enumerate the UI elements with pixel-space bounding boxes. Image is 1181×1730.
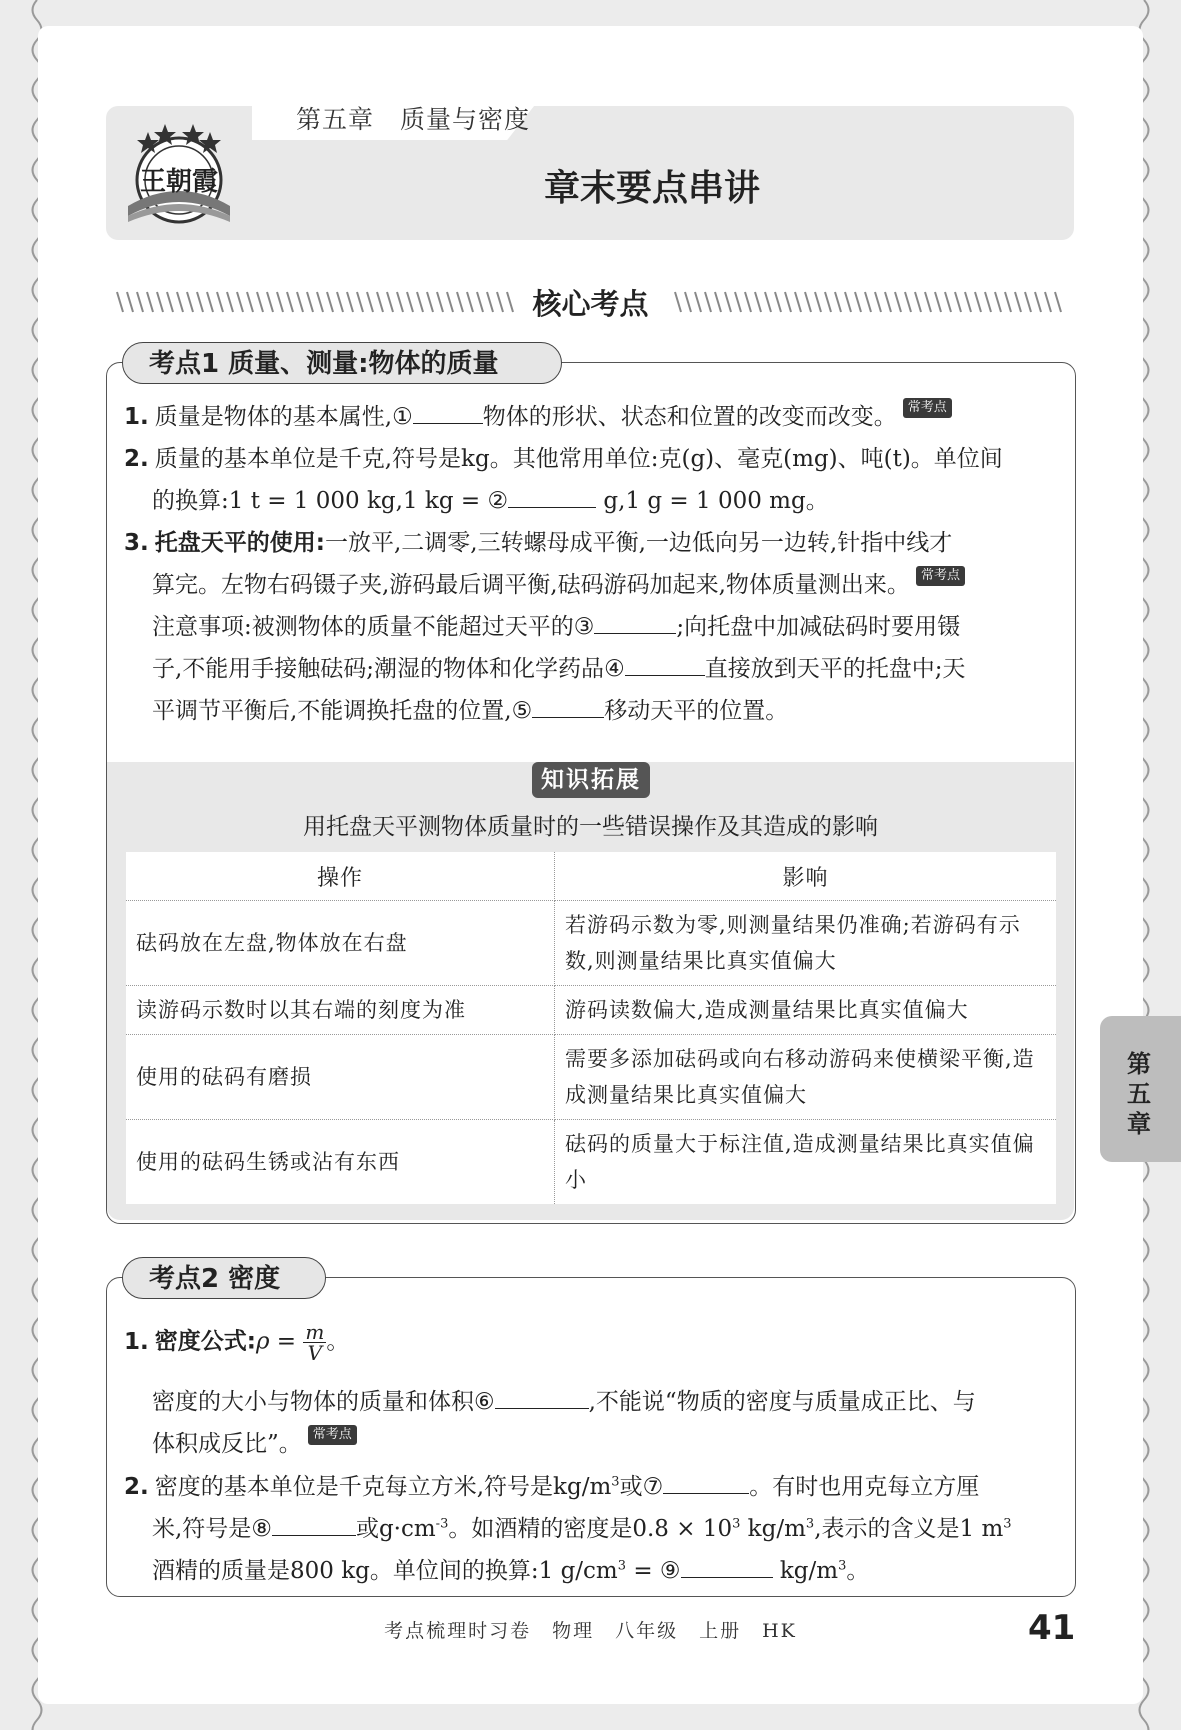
answer-blank-5 bbox=[532, 695, 604, 718]
frequent-badge: 常考点 bbox=[916, 566, 965, 586]
frequent-badge: 常考点 bbox=[308, 1425, 357, 1445]
table-cell-effect: 若游码示数为零,则测量结果仍准确;若游码有示数,则测量结果比真实值偏大 bbox=[555, 901, 1057, 986]
point1-item3-line1: 3. 托盘天平的使用:一放平,二调零,三转螺母成平衡,一边低向另一边转,针指中线才 bbox=[124, 530, 953, 556]
point1-item3-line4: 子,不能用手接触砝码;潮湿的物体和化学药品④ 直接放到天平的托盘中;天 bbox=[152, 650, 965, 683]
point2-item2-line2: 米,符号是⑧ 或$g\cdot cm^{-3}$。如酒精的密度是$0.8 \times 10^3$ $kg/m^3$,表示的含义是1 $m^3$ bbox=[152, 1510, 1012, 1543]
table-cell-effect: 砝码的质量大于标注值,造成测量结果比真实值偏小 bbox=[565, 1132, 1035, 1192]
answer-blank-4 bbox=[625, 653, 705, 676]
point1-item2-line2: 的换算:1 t = 1 000 kg,1 kg = ② g,1 g = 1 000 mg。 bbox=[152, 482, 829, 515]
blank-marker-6: ⑥ bbox=[474, 1389, 495, 1415]
table-cell-operation: 读游码示数时以其右端的刻度为准 bbox=[126, 986, 555, 1035]
answer-blank-9 bbox=[681, 1555, 773, 1578]
table-row bbox=[126, 1120, 1056, 1205]
table-header-effect: 影响 bbox=[555, 852, 1057, 901]
answer-blank-8 bbox=[272, 1513, 356, 1536]
answer-blank-7 bbox=[663, 1471, 749, 1494]
side-tab-char: 五 bbox=[1127, 1080, 1151, 1108]
point1-item2-line1: 2. 质量的基本单位是千克,符号是kg。其他常用单位:克(g)、毫克(mg)、吨(t)。单位间 bbox=[124, 446, 1003, 472]
blank-marker-3: ③ bbox=[573, 614, 595, 640]
point2-item2-line1: 2. 密度的基本单位是千克每立方米,符号是$kg/m^3$或⑦ 。有时也用克每立方厘 bbox=[124, 1468, 979, 1501]
answer-blank-6 bbox=[495, 1386, 589, 1409]
point2-item2-line3: 酒精的质量是800 kg。单位间的换算:1 $g/cm^3$ = ⑨ $kg/m^3$。 bbox=[152, 1552, 869, 1585]
chapter-side-tab bbox=[1100, 1016, 1181, 1162]
answer-blank-2 bbox=[508, 485, 596, 508]
table-header-operation: 操作 bbox=[126, 852, 555, 901]
page-number: 41 bbox=[1028, 1608, 1076, 1648]
point1-item3-line3: 注意事项:被测物体的质量不能超过天平的③ ;向托盘中加减砝码时要用镊 bbox=[152, 608, 960, 641]
section-heading: 核心考点 bbox=[532, 287, 649, 321]
blank-marker-1: ① bbox=[392, 404, 413, 430]
footer-text: 考点梳理时习卷 物理 八年级 上册 HK bbox=[384, 1620, 797, 1642]
answer-blank-3 bbox=[594, 611, 676, 634]
table-row bbox=[126, 901, 1056, 986]
frequent-badge: 常考点 bbox=[903, 398, 952, 418]
page-title: 章末要点串讲 bbox=[543, 168, 760, 209]
blank-marker-8: ⑧ bbox=[251, 1516, 272, 1542]
table-cell-operation: 使用的砝码生锈或沾有东西 bbox=[126, 1120, 555, 1205]
point2-item1-line3: 体积成反比”。 常考点 bbox=[152, 1425, 357, 1458]
point1-item3-line2: 算完。左物右码镊子夹,游码最后调平衡,砝码游码加起来,物体质量测出来。 常考点 bbox=[152, 566, 965, 599]
table-cell-effect: 需要多添加砝码或向右移动游码来使横梁平衡,造成测量结果比真实值偏大 bbox=[555, 1035, 1057, 1120]
side-tab-char: 第 bbox=[1127, 1050, 1151, 1078]
point2-item1-line2: 密度的大小与物体的质量和体积⑥ ,不能说“物质的密度与质量成正比、与 bbox=[152, 1383, 976, 1416]
point2-item1-line1: 1. 密度公式:ρ = $\frac{m}{V}$ 。 bbox=[124, 1320, 350, 1365]
blank-marker-2: ② bbox=[487, 488, 509, 514]
blank-marker-4: ④ bbox=[604, 656, 625, 682]
point2-tag: 考点2 密度 bbox=[122, 1257, 326, 1299]
point1-item1: 1. 质量是物体的基本属性,① 物体的形状、状态和位置的改变而改变。 常考点 bbox=[124, 398, 952, 431]
table-row bbox=[126, 1035, 1056, 1120]
point1-tag: 考点1 质量、测量:物体的质量 bbox=[122, 342, 562, 384]
blank-marker-5: ⑤ bbox=[511, 698, 533, 724]
table-cell-operation: 使用的砝码有磨损 bbox=[126, 1035, 555, 1120]
table-row bbox=[126, 986, 1056, 1035]
blank-marker-9: ⑨ bbox=[659, 1558, 681, 1584]
logo-lettering: 王朝霞 bbox=[139, 167, 219, 197]
blank-marker-7: ⑦ bbox=[642, 1474, 664, 1500]
density-fraction: $\frac{m}{V}$ bbox=[305, 1320, 325, 1365]
table-header-row bbox=[126, 852, 1056, 901]
publisher-logo-icon bbox=[118, 116, 240, 236]
extension-table bbox=[126, 852, 1056, 1204]
extension-caption: 用托盘天平测物体质量时的一些错误操作及其造成的影响 bbox=[303, 814, 878, 840]
chapter-label: 第五章 质量与密度 bbox=[296, 105, 531, 134]
table-cell-operation: 砝码放在左盘,物体放在右盘 bbox=[126, 901, 555, 986]
answer-blank-1 bbox=[413, 401, 483, 424]
table-cell-effect: 游码读数偏大,造成测量结果比真实值偏大 bbox=[555, 986, 1057, 1035]
side-tab-char: 章 bbox=[1127, 1110, 1151, 1138]
point1-item3-line5: 平调节平衡后,不能调换托盘的位置,⑤ 移动天平的位置。 bbox=[152, 692, 788, 725]
extension-tab: 知识拓展 bbox=[532, 762, 650, 798]
